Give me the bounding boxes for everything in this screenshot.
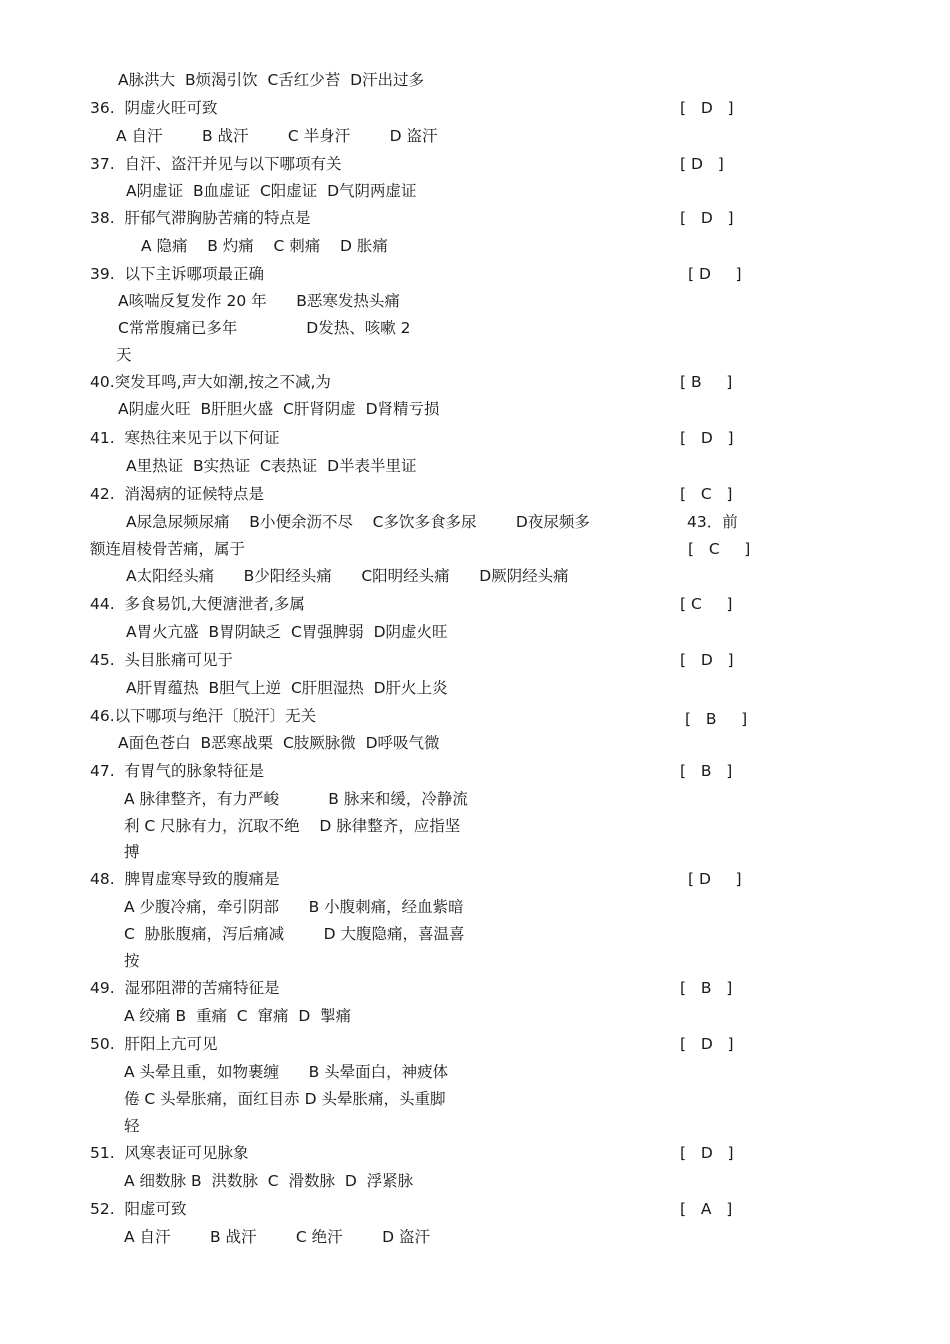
q44-question: 44. 多食易饥,大便溏泄者,多属 [90, 595, 305, 613]
q52-options: A 自汗 B 战汗 C 绝汗 D 盗汗 [124, 1228, 430, 1246]
q39-question: 39. 以下主诉哪项最正确 [90, 265, 265, 283]
q43-answer: [ C ] [688, 540, 751, 558]
q43-number: 43．前 [687, 513, 738, 531]
q40-answer: [ B ] [680, 373, 733, 391]
q42-answer: [ C ] [680, 485, 733, 503]
q47-answer: [ B ] [680, 762, 733, 780]
q47-question: 47. 有胃气的脉象特征是 [90, 762, 265, 780]
q37-options: A阴虚证 B血虚证 C阳虚证 D气阴两虚证 [126, 182, 417, 200]
q50-options-line2: 倦 C 头晕胀痛，面红目赤 D 头晕胀痛，头重脚 [124, 1090, 446, 1108]
q44-options: A胃火亢盛 B胃阴缺乏 C胃强脾弱 D阴虚火旺 [126, 623, 448, 641]
q52-answer: [ A ] [680, 1200, 733, 1218]
q35-options: A脉洪大 B烦渴引饮 C舌红少苔 D汗出过多 [118, 71, 425, 89]
q46-question: 46.以下哪项与绝汗〔脱汗〕无关 [90, 707, 317, 725]
q43-options: A太阳经头痛 B少阳经头痛 C阳明经头痛 D厥阴经头痛 [126, 567, 569, 585]
q38-question: 38. 肝郁气滞胸胁苦痛的特点是 [90, 209, 311, 227]
q49-answer: [ B ] [680, 979, 733, 997]
q51-options: A 细数脉 B 洪数脉 C 滑数脉 D 浮紧脉 [124, 1172, 414, 1190]
q40-question: 40.突发耳鸣,声大如潮,按之不减,为 [90, 373, 331, 391]
q45-answer: [ D ] [680, 651, 734, 669]
q48-options-line3: 按 [124, 952, 140, 970]
q45-question: 45. 头目胀痛可见于 [90, 651, 234, 669]
q49-question: 49. 湿邪阻滞的苦痛特征是 [90, 979, 280, 997]
q37-answer: [ D ] [680, 155, 724, 173]
q47-options-line2: 利 C 尺脉有力，沉取不绝 D 脉律整齐，应指坚 [124, 817, 461, 835]
q52-question: 52. 阳虚可致 [90, 1200, 187, 1218]
q50-options-line3: 轻 [124, 1117, 140, 1135]
q36-answer: [ D ] [680, 99, 734, 117]
q46-answer: [ B ] [685, 710, 748, 728]
q39-options-line3: 天 [116, 346, 132, 364]
q42-question: 42. 消渴病的证候特点是 [90, 485, 265, 503]
q48-question: 48. 脾胃虚寒导致的腹痛是 [90, 870, 280, 888]
q50-question: 50. 肝阳上亢可见 [90, 1035, 218, 1053]
q38-options: A 隐痛 B 灼痛 C 刺痛 D 胀痛 [141, 237, 388, 255]
q36-options: A 自汗 B 战汗 C 半身汗 D 盗汗 [116, 127, 438, 145]
q39-options-line2: C常常腹痛已多年 D发热、咳嗽 2 [118, 319, 411, 337]
q38-answer: [ D ] [680, 209, 734, 227]
q40-options: A阴虚火旺 B肝胆火盛 C肝肾阴虚 D肾精亏损 [118, 400, 440, 418]
q51-question: 51. 风寒表证可见脉象 [90, 1144, 249, 1162]
q43-question: 额连眉棱骨苦痛，属于 [90, 540, 246, 558]
q39-options-line1: A咳喘反复发作 20 年 B恶寒发热头痛 [118, 292, 400, 310]
q50-options-line1: A 头晕且重，如物裹缠 B 头晕面白，神疲体 [124, 1063, 449, 1081]
q41-question: 41. 寒热往来见于以下何证 [90, 429, 280, 447]
q50-answer: [ D ] [680, 1035, 734, 1053]
q51-answer: [ D ] [680, 1144, 734, 1162]
q48-options-line2: C 胁胀腹痛，泻后痛减 D 大腹隐痛，喜温喜 [124, 925, 465, 943]
q48-options-line1: A 少腹冷痛，牵引阴部 B 小腹刺痛，经血紫暗 [124, 898, 464, 916]
q46-options: A面色苍白 B恶寒战栗 C肢厥脉微 D呼吸气微 [118, 734, 440, 752]
q47-options-line1: A 脉律整齐，有力严峻 B 脉来和缓，冷静流 [124, 790, 468, 808]
q47-options-line3: 搏 [124, 843, 140, 861]
q44-answer: [ C ] [680, 595, 733, 613]
q45-options: A肝胃蕴热 B胆气上逆 C肝胆湿热 D肝火上炎 [126, 679, 448, 697]
q37-question: 37. 自汗、盗汗并见与以下哪项有关 [90, 155, 342, 173]
q36-question: 36. 阴虚火旺可致 [90, 99, 218, 117]
q41-answer: [ D ] [680, 429, 734, 447]
q48-answer: [ D ] [688, 870, 742, 888]
q39-answer: [ D ] [688, 265, 742, 283]
q49-options: A 绞痛 B 重痛 C 窜痛 D 掣痛 [124, 1007, 352, 1025]
q42-options: A尿急尿频尿痛 B小便余沥不尽 C多饮多食多尿 D夜尿频多 [126, 513, 590, 531]
q41-options: A里热证 B实热证 C表热证 D半表半里证 [126, 457, 417, 475]
